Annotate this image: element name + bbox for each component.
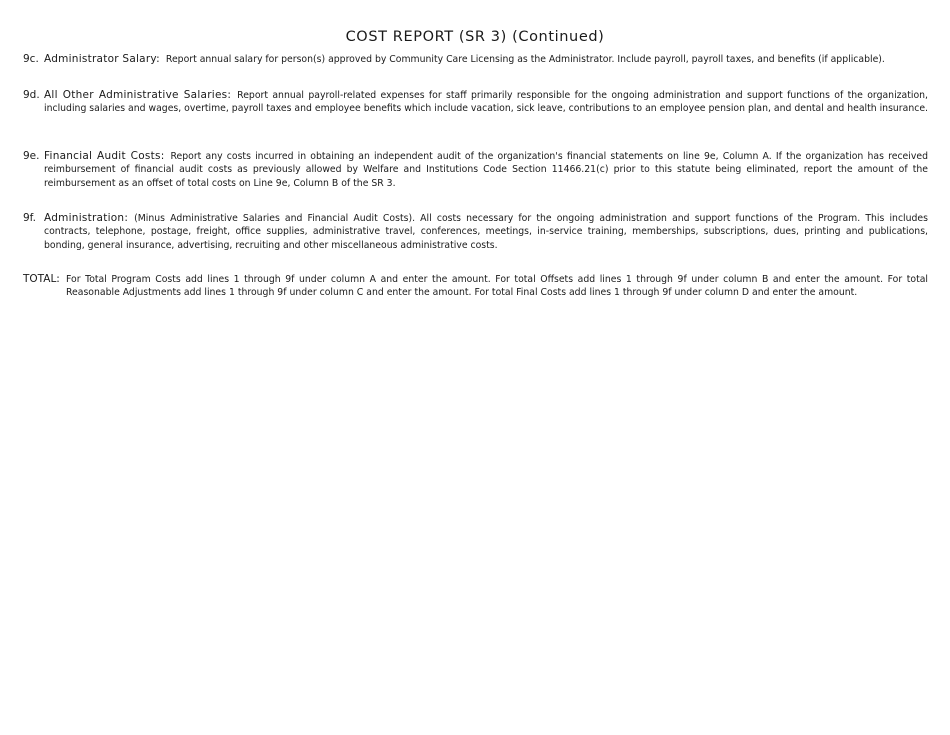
item-number: 9e.	[23, 150, 40, 162]
item-body	[44, 212, 928, 252]
item-heading: Administrator Salary:	[44, 53, 160, 65]
item-text: Report annual salary for person(s) approved by Community Care Licensing as the Administrator. Include payroll, payroll taxes, and benefits (if applicable).	[165, 54, 885, 65]
instruction-item-9f	[23, 212, 928, 252]
item-number: 9d.	[23, 89, 40, 101]
instruction-item-9e	[23, 150, 928, 190]
item-body	[66, 273, 928, 300]
instruction-item-9c	[23, 53, 928, 66]
item-number: 9c.	[23, 53, 39, 65]
item-number: TOTAL:	[23, 273, 60, 285]
item-heading: Administration:	[44, 212, 129, 224]
item-heading: Financial Audit Costs:	[44, 150, 165, 162]
item-text: (Minus Administrative Salaries and Financial Audit Costs). All costs necessary for the ongoing administration and support functions of the Program. This includes contracts, telephone, postage, freight, office supplies, administrative travel, conferences, meetings, in-service training, memberships, subscriptions, dues, printing and publications, bonding, general insurance, advertising, recruiting and other miscellaneous administrative costs.	[44, 213, 928, 251]
item-body	[44, 150, 928, 190]
page-title: COST REPORT (SR 3) (Continued)	[345, 29, 605, 45]
item-heading: All Other Administrative Salaries:	[44, 89, 232, 101]
item-number: 9f.	[23, 212, 36, 224]
instruction-item-9d	[23, 89, 928, 116]
instruction-item-total	[23, 273, 928, 300]
item-body	[44, 89, 928, 116]
item-text: For Total Program Costs add lines 1 through 9f under column A and enter the amount. For total Offsets add lines 1 through 9f under column B and enter the amount. For total Reasonable Adjustments add lines 1 through 9f under column C and enter the amount. For total Final Costs add lines 1 through 9f under column D and enter the amount.	[66, 274, 928, 299]
item-body	[44, 53, 928, 66]
item-text: Report annual payroll-related expenses for staff primarily responsible for the ongoing administration and support functions of the organization, including salaries and wages, overtime, payroll taxes and employee benefits which include vacation, sick leave, contributions to an employee pension plan, and dental and health insurance.	[44, 90, 929, 115]
item-text: Report any costs incurred in obtaining an independent audit of the organization's financial statements on line 9e, Column A. If the organization has received reimbursement of financial audit costs as previously allowed by Welfare and Institutions Code Section 11466.21(c) prior to this statute being eliminated, report the amount of the reimbursement as an offset of total costs on Line 9e, Column B of the SR 3.	[44, 151, 928, 189]
